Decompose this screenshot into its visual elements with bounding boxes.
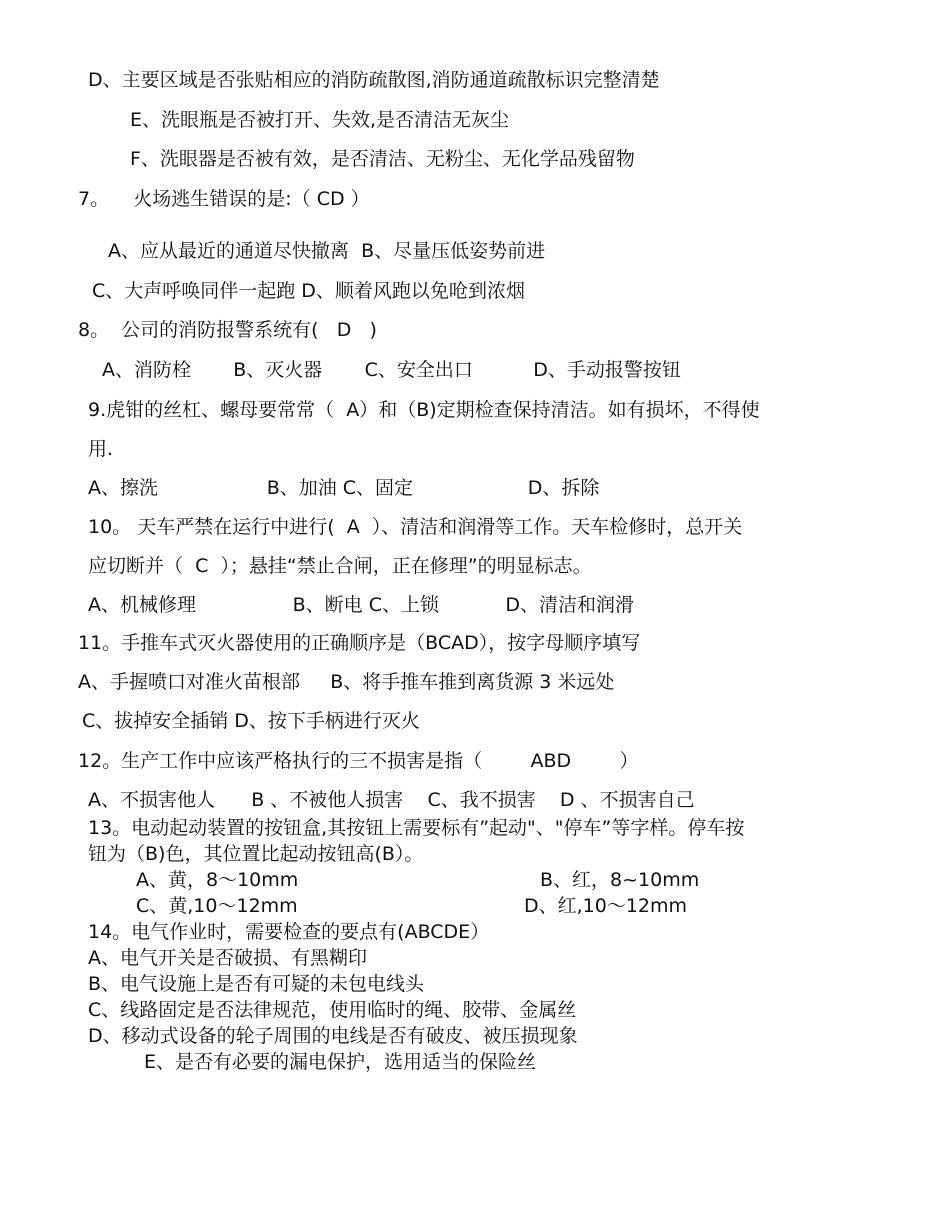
- question-11-options-cd: C、拔掉安全插销 D、按下手柄进行灭火: [82, 710, 420, 732]
- question-14-option-c: C、线路固定是否法律规范，使用临时的绳、胶带、金属丝: [88, 999, 577, 1021]
- question-12-options: A、不损害他人 B 、不被他人损害 C、我不损害 D 、不损害自己: [88, 789, 695, 811]
- question-13-option-a: A、黄，8～10mm: [136, 869, 299, 891]
- question-13-option-b: B、红，8~10mm: [540, 869, 700, 891]
- question-9-options: A、擦洗 B、加油 C、固定 D、拆除: [88, 477, 600, 499]
- question-13-line-1: 13。电动起动装置的按钮盒,其按钮上需要标有”起动"、"停车”等字样。停车按: [88, 817, 745, 839]
- question-10-line-2: 应切断并（ C ）；悬挂“禁止合闸，正在修理”的明显标志。: [88, 555, 592, 577]
- question-14-option-d: D、移动式设备的轮子周围的电线是否有破皮、被压损现象: [88, 1025, 578, 1047]
- question-7-options-ab: A、应从最近的通道尽快撤离 B、尽量压低姿势前进: [108, 240, 546, 262]
- question-14-option-e: E、是否有必要的漏电保护，选用适当的保险丝: [144, 1051, 537, 1073]
- question-7-options-cd: C、大声呼唤同伴一起跑 D、顺着风跑以免呛到浓烟: [92, 280, 525, 302]
- question-10-line-1: 10。 天车严禁在运行中进行( A ）、清洁和润滑等工作。天车检修时，总开关: [88, 516, 743, 538]
- question-13-option-d: D、红,10～12mm: [524, 895, 688, 917]
- question-9-line-2: 用.: [88, 438, 114, 460]
- question-14-option-a: A、电气开关是否破损、有黑糊印: [88, 947, 367, 969]
- question-7: 7。 火场逃生错误的是:（ CD ）: [78, 188, 370, 210]
- option-f-eyewash-station: F、洗眼器是否被有效，是否清洁、无粉尘、无化学品残留物: [130, 148, 635, 170]
- question-11-options-ab: A、手握喷口对准火苗根部 B、将手推车推到离货源 3 米远处: [78, 671, 615, 693]
- question-8: 8。 公司的消防报警系统有( D ): [78, 319, 377, 341]
- option-d-evacuation-map: D、主要区域是否张贴相应的消防疏散图,消防通道疏散标识完整清楚: [88, 69, 660, 91]
- question-10-options: A、机械修理 B、断电 C、上锁 D、清洁和润滑: [88, 594, 635, 616]
- question-13-option-c: C、黄,10～12mm: [136, 895, 298, 917]
- question-8-options: A、消防栓 B、灭火器 C、安全出口 D、手动报警按钮: [102, 359, 681, 381]
- question-14-option-b: B、电气设施上是否有可疑的未包电线头: [88, 973, 425, 995]
- question-12: 12。生产工作中应该严格执行的三不损害是指（ ABD ）: [78, 750, 639, 772]
- option-e-eyewash-bottle: E、洗眼瓶是否被打开、失效,是否清洁无灰尘: [130, 109, 510, 131]
- question-14: 14。电气作业时，需要检查的要点有(ABCDE）: [88, 921, 490, 943]
- question-9-line-1: 9.虎钳的丝杠、螺母要常常（ A）和（B)定期检查保持清洁。如有损坏，不得使: [88, 399, 760, 421]
- question-13-line-2: 钮为（B)色，其位置比起动按钮高(B）。: [88, 843, 424, 865]
- question-11: 11。手推车式灭火器使用的正确顺序是（BCAD），按字母顺序填写: [78, 632, 641, 654]
